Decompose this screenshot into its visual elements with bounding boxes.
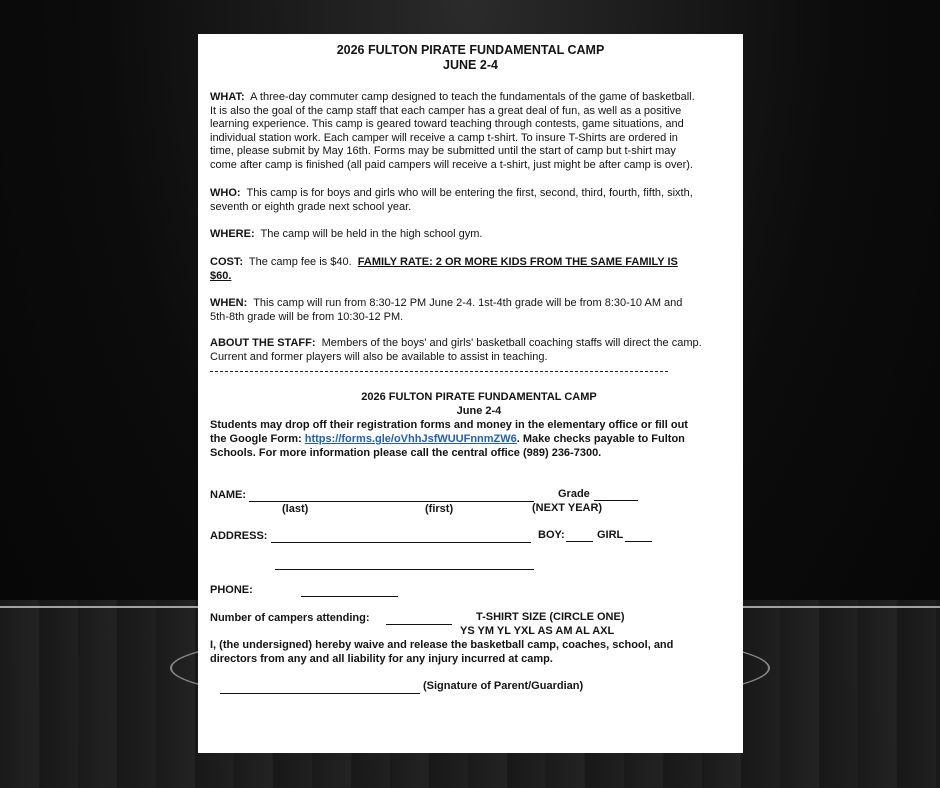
where-label: WHERE: [210,228,255,240]
address-label: ADDRESS: [210,530,268,542]
name-label: NAME: [210,489,247,501]
google-form-link[interactable]: https://forms.gle/oVhhJsfWUUFnnmZW6 [304,433,517,445]
where-line [210,228,482,242]
cost-label: COST: [210,256,243,268]
instr-suffix: . Make checks payable to Fulton [516,433,685,445]
girl-label: GIRL [597,529,624,541]
instr-prefix: the Google Form: [210,433,305,445]
form-dates: June 2-4 [456,405,502,417]
tshirt-sizes[interactable]: YS YM YL YXL AS AM AL AXL [460,625,615,637]
campers-label: Number of campers attending: [210,612,370,624]
what-line-2: It is also the goal of the camp staff that each camper has a great deal of fun, as well as a positive [210,104,682,117]
what-line-5: time, please submit by May 16th. Forms may be submitted until the start of camp but t-shirt may [210,145,676,157]
girl-field-line[interactable] [625,541,652,542]
form-instructions-3: Schools. For more information please call the central office (989) 236-7300. [210,447,602,459]
boy-label: BOY: [538,529,565,541]
grade-field-line[interactable] [594,500,638,501]
what-label: WHAT: [210,91,245,103]
when-text-1: This camp will run from 8:30-12 PM June 2-4. 1st-4th grade will be from 8:30-10 AM and [253,297,683,309]
boy-field-line[interactable] [566,541,593,542]
when-line-1 [210,297,682,311]
signature-label: (Signature of Parent/Guardian) [423,680,584,692]
who-line-1 [210,187,693,201]
camp-flyer-document [198,34,743,753]
phone-field-line[interactable] [301,596,398,597]
next-year-caption: (NEXT YEAR) [532,502,603,514]
what-line-1 [210,91,695,105]
family-rate-text: FAMILY RATE: 2 OR MORE KIDS FROM THE SAME FAMILY IS [357,256,678,268]
address-field-line-2[interactable] [275,569,534,570]
when-line-2: 5th-8th grade will be from 10:30-12 PM. [210,310,404,323]
when-label: WHEN: [210,297,248,309]
cut-line-divider [210,371,668,372]
flyer-dates: JUNE 2-4 [443,58,498,72]
what-text-1: A three-day commuter camp designed to teach the fundamentals of the game of basketball. [250,91,695,103]
what-line-3: learning experience. This camp is geared toward teaching through contests, game situations, and [210,118,684,130]
first-name-caption: (first) [425,503,454,515]
waiver-line-1: I, (the undersigned) hereby waive and release the basketball camp, coaches, school, and [210,639,674,651]
staff-line-2: Current and former players will also be available to assist in teaching. [210,350,548,363]
who-line-2: seventh or eighth grade next school year. [210,200,412,213]
phone-label: PHONE: [210,584,253,596]
what-line-6: come after camp is finished (all paid campers will receive a t-shirt, just might be after camp is over). [210,158,693,171]
who-label: WHO: [210,187,241,199]
staff-label: ABOUT THE STAFF: [210,337,316,349]
grade-label: Grade [558,488,590,500]
address-field-line[interactable] [271,542,531,543]
name-field-line[interactable] [249,501,534,502]
campers-field-line[interactable] [386,624,452,625]
who-text-1: This camp is for boys and girls who will be entering the first, second, third, fourth, fifth, sixth, [246,187,693,199]
form-instructions-1: Students may drop off their registration forms and money in the elementary office or fill out [210,419,688,431]
flyer-title: 2026 FULTON PIRATE FUNDAMENTAL CAMP [336,43,605,57]
waiver-line-2: directors from any and all liability for any injury incurred at camp. [210,653,553,665]
cost-line-1 [210,256,678,270]
tshirt-label: T-SHIRT SIZE (CIRCLE ONE) [476,611,625,623]
form-title: 2026 FULTON PIRATE FUNDAMENTAL CAMP [361,391,597,403]
form-instructions-2 [210,433,685,447]
cost-text: The camp fee is $40. [248,256,352,268]
staff-line-1 [210,337,702,351]
family-rate-amount: $60. [210,269,232,282]
staff-text-1: Members of the boys' and girls' basketball coaching staffs will direct the camp. [321,337,702,349]
last-name-caption: (last) [282,503,309,515]
where-text: The camp will be held in the high school gym. [260,228,483,240]
signature-field-line[interactable] [220,693,420,694]
what-line-4: individual station work. Each camper will receive a camp t-shirt. To insure T-Shirts are ordered in [210,131,678,144]
